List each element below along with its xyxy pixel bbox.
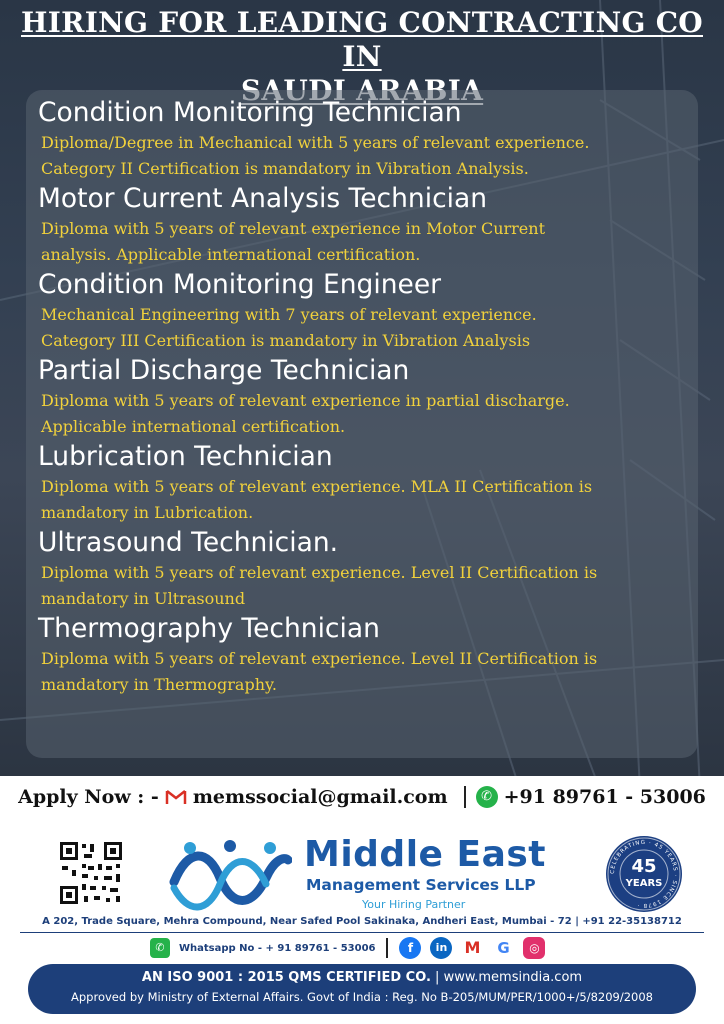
headline-line-1: HIRING FOR LEADING CONTRACTING CO IN xyxy=(21,6,703,73)
company-address: A 202, Trade Square, Mehra Compound, Near Safed Pool Sakinaka, Andheri East, Mumbai - 72 | +91 22-35138712 xyxy=(42,916,682,927)
job-description xyxy=(41,646,688,698)
job-list xyxy=(38,96,688,698)
apply-email-link[interactable]: memssocial@gmail.com xyxy=(192,786,448,808)
job-description-line: Category II Certification is mandatory in Vibration Analysis. xyxy=(41,159,529,178)
job-description-line: Diploma with 5 years of relevant experience. Level II Certification is xyxy=(41,649,598,668)
apply-phone-link[interactable]: +91 89761 - 53006 xyxy=(503,786,706,808)
job-description xyxy=(41,474,688,526)
job-description-line: analysis. Applicable international certification. xyxy=(41,245,421,264)
job-item xyxy=(38,440,688,526)
brand-name: Middle East xyxy=(304,834,547,875)
job-title: Condition Monitoring Engineer xyxy=(38,269,442,300)
job-description-line: Diploma with 5 years of relevant experience. Level II Certification is xyxy=(41,563,598,582)
job-description xyxy=(41,302,688,354)
job-item xyxy=(38,182,688,268)
job-title: Condition Monitoring Technician xyxy=(38,97,462,128)
job-description-line: Diploma with 5 years of relevant experience in Motor Current xyxy=(41,219,545,238)
approval-text: Approved by Ministry of External Affairs. Govt of India : Reg. No B-205/MUM/PER/1000+/5/8209/2008 xyxy=(71,990,653,1004)
instagram-icon[interactable]: ◎ xyxy=(523,937,545,959)
job-title: Thermography Technician xyxy=(38,613,380,644)
certification-line xyxy=(28,970,696,985)
job-description xyxy=(41,130,688,182)
iso-certification: AN ISO 9001 : 2015 QMS CERTIFIED CO. xyxy=(141,970,431,985)
google-icon[interactable]: G xyxy=(492,937,514,959)
job-description-line: Diploma with 5 years of relevant experience in partial discharge. xyxy=(41,391,570,410)
contact-row xyxy=(150,932,580,964)
whatsapp-number[interactable]: Whatsapp No - + 91 89761 - 53006 xyxy=(179,942,376,954)
job-description-line: mandatory in Thermography. xyxy=(41,675,278,694)
qr-code-icon xyxy=(58,840,124,906)
linkedin-icon[interactable]: in xyxy=(430,937,452,959)
badge-number: 45 xyxy=(631,856,657,877)
job-description xyxy=(41,560,688,612)
gmail-icon xyxy=(165,789,187,805)
job-description-line: Diploma/Degree in Mechanical with 5 years of relevant experience. xyxy=(41,133,590,152)
badge-ring-text: CELEBRATING · 45 YEARS · SINCE 1978 · xyxy=(609,839,679,909)
job-item xyxy=(38,354,688,440)
job-description xyxy=(41,216,688,268)
footer xyxy=(0,818,724,1024)
gmail-icon[interactable]: M xyxy=(461,937,483,959)
whatsapp-icon: ✆ xyxy=(150,938,170,958)
job-item xyxy=(38,96,688,182)
job-description-line: mandatory in Ultrasound xyxy=(41,589,246,608)
job-title: Partial Discharge Technician xyxy=(38,355,410,386)
badge-years: YEARS xyxy=(625,878,663,889)
job-description-line: mandatory in Lubrication. xyxy=(41,503,254,522)
job-description-line: Applicable international certification. xyxy=(41,417,346,436)
job-title: Ultrasound Technician. xyxy=(38,527,339,558)
certification-banner xyxy=(28,964,696,1014)
whatsapp-icon: ✆ xyxy=(476,786,498,808)
job-description xyxy=(41,388,688,440)
job-description-line: Category III Certification is mandatory in Vibration Analysis xyxy=(41,331,531,350)
divider: | xyxy=(435,970,444,985)
brand-tagline: Your Hiring Partner xyxy=(362,898,466,911)
job-item xyxy=(38,268,688,354)
job-title: Lubrication Technician xyxy=(38,441,333,472)
facebook-icon[interactable]: f xyxy=(399,937,421,959)
divider xyxy=(464,786,466,808)
divider xyxy=(386,938,388,958)
anniversary-badge xyxy=(606,836,682,912)
job-item xyxy=(38,526,688,612)
apply-bar xyxy=(0,776,724,818)
job-item xyxy=(38,612,688,698)
job-description-line: Diploma with 5 years of relevant experience. MLA II Certification is xyxy=(41,477,593,496)
job-title: Motor Current Analysis Technician xyxy=(38,183,488,214)
mems-logo-icon xyxy=(168,838,292,912)
brand-subtitle: Management Services LLP xyxy=(306,876,536,894)
job-description-line: Mechanical Engineering with 7 years of relevant experience. xyxy=(41,305,537,324)
apply-label: Apply Now : - xyxy=(18,786,159,808)
website-link[interactable]: www.memsindia.com xyxy=(443,970,583,985)
